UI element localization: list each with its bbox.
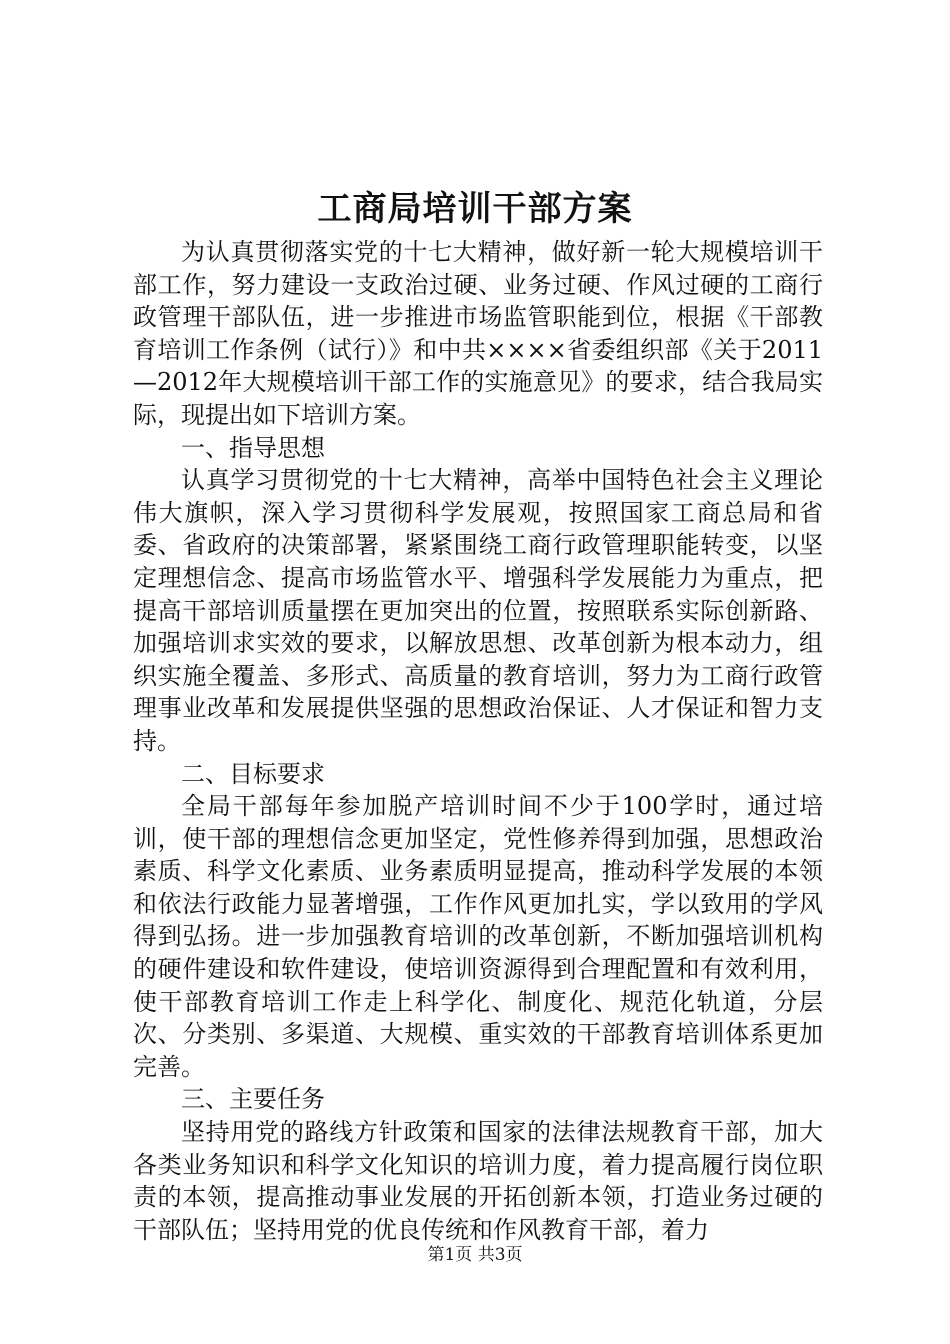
guiding-thought-paragraph: 认真学习贯彻党的十七大精神，高举中国特色社会主义理论伟大旗帜，深入学习贯彻科学发展观，按照国家工商总局和省委、省政府的决策部署，紧紧围绕工商行政管理职能转变，以坚定理想信念、提高市场监管水平、增强科学发展能力为重点，把提高干部培训质量摆在更加突出的位置，按照联系实际创新路、加强培训求实效的要求，以解放思想、改革创新为根本动力，组织实施全覆盖、多形式、高质量的教育培训，努力为工商行政管理事业改革和发展提供坚强的思想政治保证、人才保证和智力支持。 bbox=[133, 466, 823, 755]
document-title: 工商局培训干部方案 bbox=[317, 189, 633, 229]
main-tasks-paragraph: 坚持用党的路线方针政策和国家的法律法规教育干部，加大各类业务知识和科学文化知识的培训力度，着力提高履行岗位职责的本领，提高推动事业发展的开拓创新本领，打造业务过硬的干部队伍；坚持用党的优良传统和作风教育干部，着力 bbox=[133, 1118, 823, 1244]
goals-paragraph: 全局干部每年参加脱产培训时间不少于100学时，通过培训，使干部的理想信念更加坚定，党性修养得到加强，思想政治素质、科学文化素质、业务素质明显提高，推动科学发展的本领和依法行政能力显著增强，工作作风更加扎实，学以致用的学风得到弘扬。进一步加强教育培训的改革创新，不断加强培训机构的硬件建设和软件建设，使培训资源得到合理配置和有效利用，使干部教育培训工作走上科学化、制度化、规范化轨道，分层次、分类别、多渠道、大规模、重实效的干部教育培训体系更加完善。 bbox=[133, 792, 823, 1081]
document-body bbox=[133, 236, 823, 1246]
section-heading-guiding-thought: 一、指导思想 bbox=[181, 433, 325, 462]
section-heading-goals: 二、目标要求 bbox=[181, 759, 325, 788]
page-number-footer: 第1页 共3页 bbox=[427, 1245, 523, 1265]
section-heading-main-tasks: 三、主要任务 bbox=[181, 1085, 325, 1114]
intro-paragraph: 为认真贯彻落实党的十七大精神，做好新一轮大规模培训干部工作，努力建设一支政治过硬、业务过硬、作风过硬的工商行政管理干部队伍，进一步推进市场监管职能到位，根据《干部教育培训工作条例（试行）》和中共××××省委组织部《关于2011—2012年大规模培训干部工作的实施意见》的要求，结合我局实际，现提出如下培训方案。 bbox=[133, 238, 823, 429]
